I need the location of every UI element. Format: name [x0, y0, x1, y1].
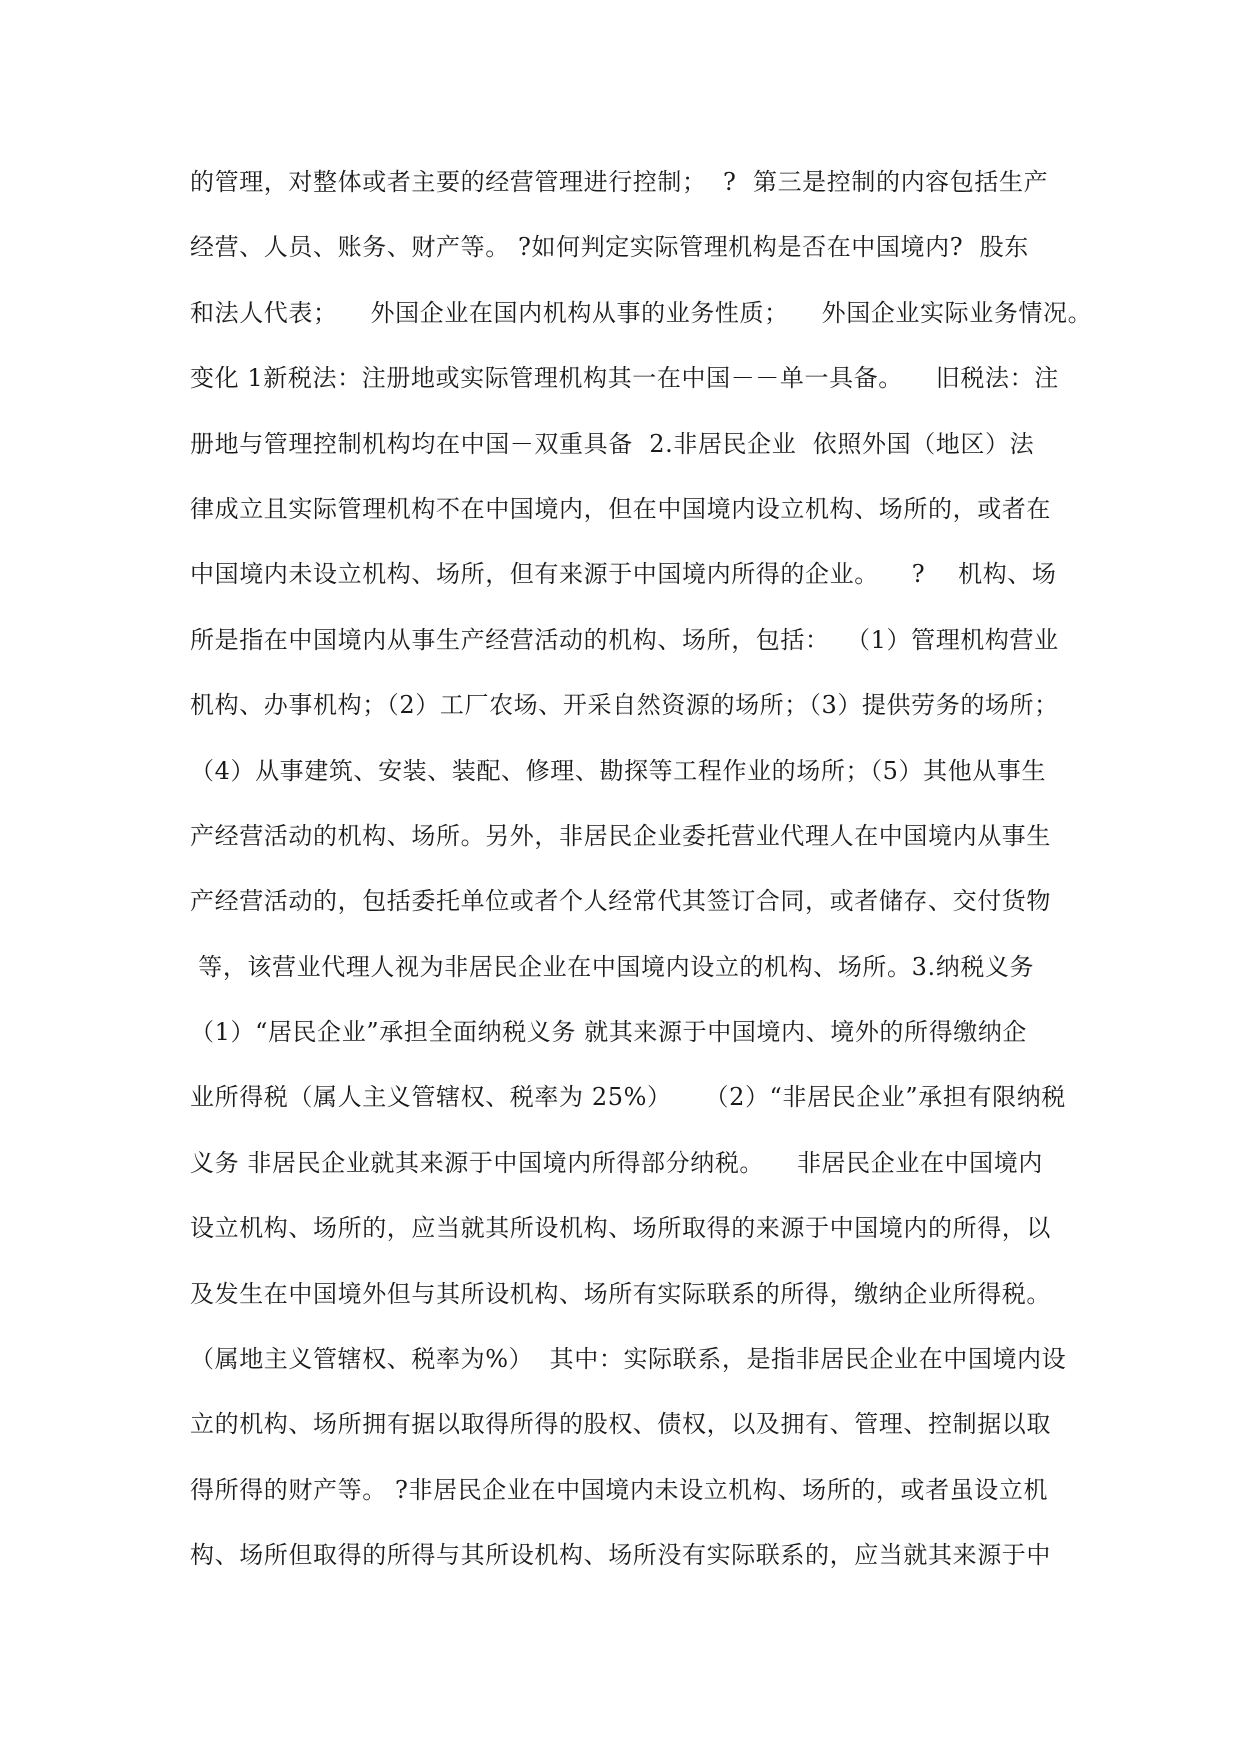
text-line: 义务 非居民企业就其来源于中国境内所得部分纳税。 非居民企业在中国境内	[190, 1148, 1043, 1177]
text-line: 及发生在中国境外但与其所设机构、场所有实际联系的所得，缴纳企业所得税。	[190, 1279, 1051, 1308]
text-line: 中国境内未设立机构、场所，但有来源于中国境内所得的企业。 ? 机构、场	[190, 560, 1057, 589]
text-line: 律成立且实际管理机构不在中国境内，但在中国境内设立机构、场所的，或者在	[190, 494, 1051, 523]
text-line: 构、场所但取得的所得与其所设机构、场所没有实际联系的，应当就其来源于中	[190, 1541, 1051, 1570]
text-line: 业所得税（属人主义管辖权、税率为 25%） （2）“非居民企业”承担有限纳税	[190, 1083, 1066, 1112]
text-line: 的管理，对整体或者主要的经营管理进行控制； ? 第三是控制的内容包括生产	[190, 168, 1049, 196]
text-line: 册地与管理控制机构均在中国－双重具备 2.非居民企业 依照外国（地区）法	[190, 429, 1035, 458]
text-line: 和法人代表； 外国企业在国内机构从事的业务性质； 外国企业实际业务情况。	[190, 298, 1093, 327]
text-line: （属地主义管辖权、税率为%） 其中：实际联系，是指非居民企业在中国境内设	[190, 1345, 1067, 1374]
text-line: （1）“居民企业”承担全面纳税义务 就其来源于中国境内、境外的所得缴纳企	[190, 1018, 1028, 1047]
text-line: 变化 1新税法：注册地或实际管理机构其一在中国－－单一具备。 旧税法：注	[190, 364, 1059, 393]
text-line: 所是指在中国境内从事生产经营活动的机构、场所，包括： （1）管理机构营业	[190, 625, 1059, 654]
body-text	[190, 162, 1093, 1601]
text-line: （4）从事建筑、安装、装配、修理、勘探等工程作业的场所；（5）其他从事生	[190, 756, 1047, 785]
text-line: 设立机构、场所的，应当就其所设机构、场所取得的来源于中国境内的所得，以	[190, 1214, 1051, 1243]
text-line: 机构、办事机构；（2）工厂农场、开采自然资源的场所；（3）提供劳务的场所；	[190, 691, 1059, 720]
text-line: 产经营活动的机构、场所。另外，非居民企业委托营业代理人在中国境内从事生	[190, 821, 1051, 850]
text-line: 经营、人员、账务、财产等。 ?如何判定实际管理机构是否在中国境内? 股东	[190, 233, 1029, 262]
text-line: 产经营活动的，包括委托单位或者个人经常代其签订合同，或者储存、交付货物	[190, 887, 1051, 916]
text-line: 等，该营业代理人视为非居民企业在中国境内设立的机构、场所。3.纳税义务	[190, 952, 1035, 981]
text-line: 得所得的财产等。 ?非居民企业在中国境内未设立机构、场所的，或者虽设立机	[190, 1475, 1049, 1504]
text-line: 立的机构、场所拥有据以取得所得的股权、债权，以及拥有、管理、控制据以取	[190, 1410, 1051, 1439]
